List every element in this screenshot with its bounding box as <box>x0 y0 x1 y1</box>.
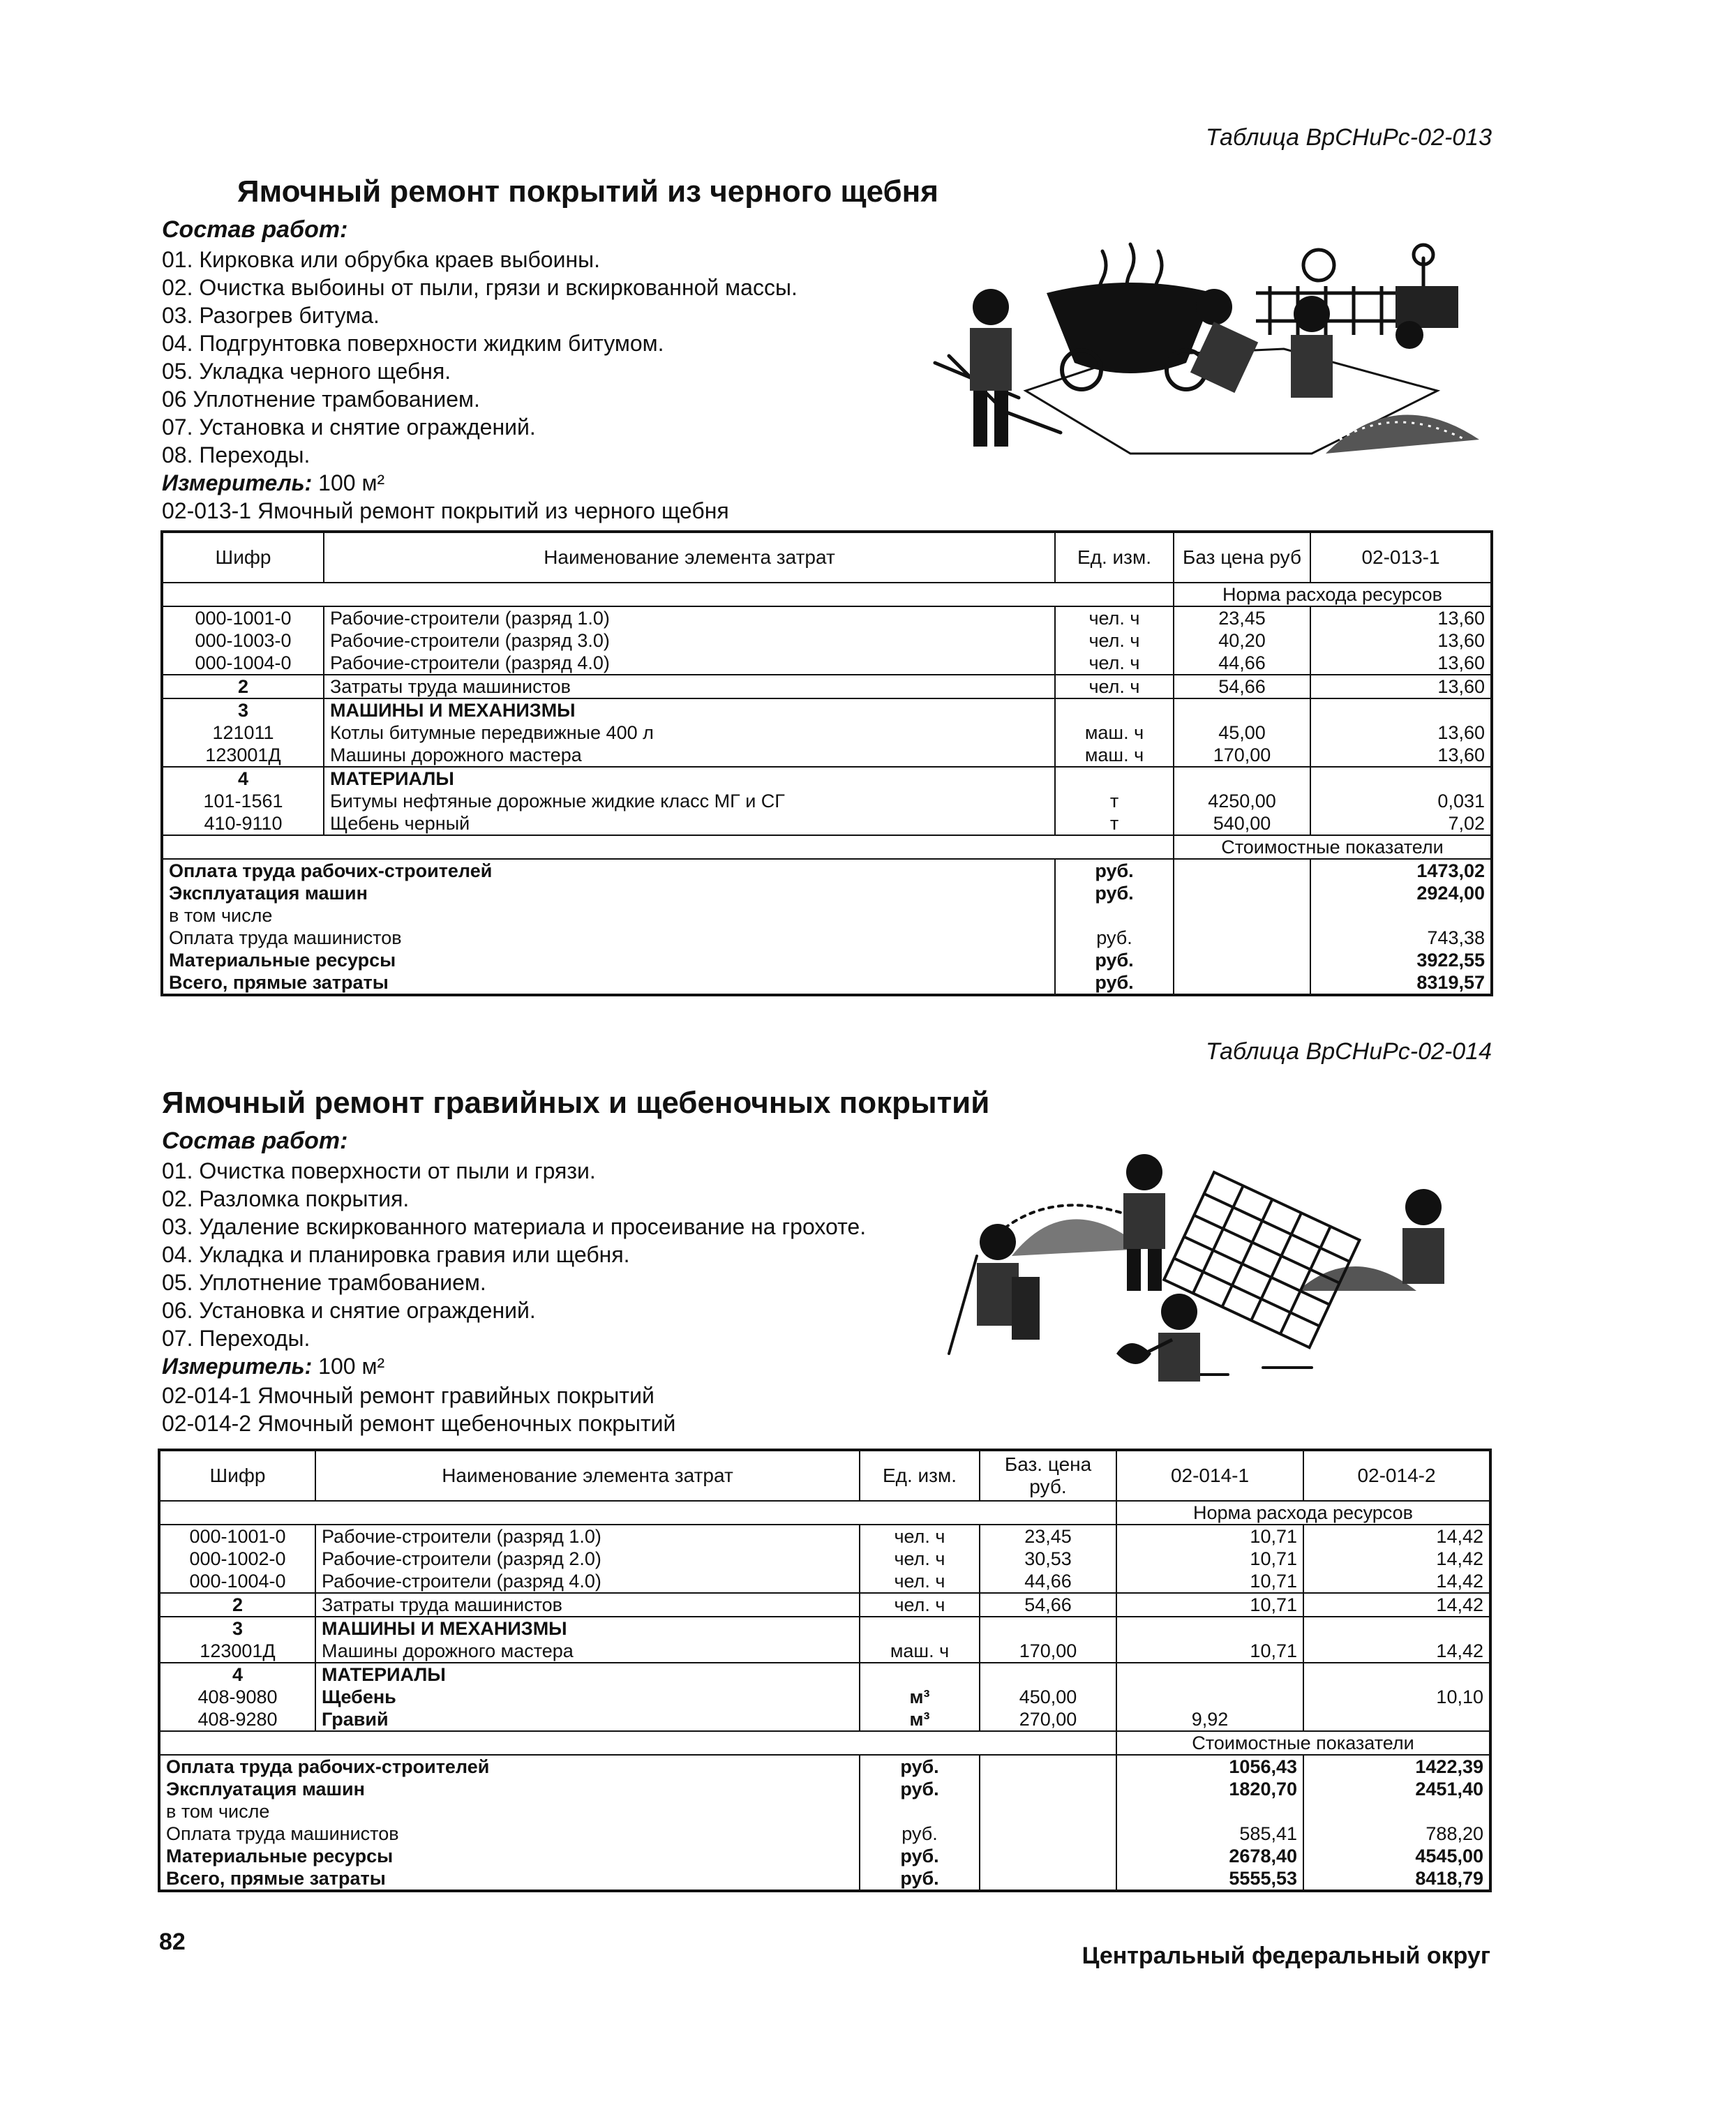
cell-name: Затраты труда машинистов <box>324 675 1055 698</box>
cost-unit: руб. <box>860 1823 980 1845</box>
code-item: 02-014-1 Ямочный ремонт гравийных покрытий <box>162 1383 654 1408</box>
road-workers-illustration <box>921 230 1493 488</box>
cell-name: Гравий <box>315 1708 860 1731</box>
table-row <box>162 767 1492 790</box>
cost-name: Оплата труда машинистов <box>169 927 402 948</box>
code-item: 02-013-1 Ямочный ремонт покрытий из черного щебня <box>162 498 729 523</box>
cell-unit: чел. ч <box>860 1525 980 1548</box>
col-price-header: Баз. цена руб. <box>980 1450 1116 1501</box>
cell-value: 13,60 <box>1310 606 1492 629</box>
cost-name: Всего, прямые затраты <box>169 972 389 993</box>
cell-code: 2 <box>159 1593 315 1617</box>
cell-price: 23,45 <box>980 1525 1116 1548</box>
cell-name: Рабочие-строители (разряд 4.0) <box>324 652 1055 675</box>
cell-price: 30,53 <box>980 1548 1116 1570</box>
cost-unit: руб. <box>1055 882 1174 904</box>
cell-name: МАШИНЫ И МЕХАНИЗМЫ <box>315 1617 860 1640</box>
cost-unit: руб. <box>860 1845 980 1867</box>
cell-code: 121011 <box>212 722 274 743</box>
table-row <box>162 606 1492 629</box>
cell-price: 54,66 <box>1174 675 1310 698</box>
measure-value: 100 м² <box>318 470 385 495</box>
table-row <box>162 744 1492 767</box>
cell-code: 123001Д <box>159 1640 315 1663</box>
cost-row <box>162 927 1492 949</box>
resource-table-2 <box>158 1449 1492 1892</box>
cell-value: 14,42 <box>1303 1593 1490 1617</box>
cost-name: Оплата труда машинистов <box>166 1823 399 1844</box>
cost-row <box>159 1823 1490 1845</box>
works-list <box>162 246 798 469</box>
code-item: 02-014-2 Ямочный ремонт щебеночных покрытий <box>162 1411 676 1436</box>
code-list <box>162 497 729 525</box>
works-list <box>162 1157 866 1352</box>
work-item: 05. Укладка черного щебня. <box>162 359 451 384</box>
cell-name: Машины дорожного мастера <box>315 1640 860 1663</box>
cell-code: 000-1004-0 <box>159 1570 315 1593</box>
cell-code: 3 <box>232 1618 244 1639</box>
cost-value: 8319,57 <box>1310 971 1492 995</box>
cell-code: 408-9080 <box>197 1686 278 1707</box>
table-caption: Таблица ВрСНиРс-02-014 <box>1205 1038 1492 1065</box>
table-row <box>159 1617 1490 1640</box>
table-caption: Таблица ВрСНиРс-02-013 <box>1205 124 1492 151</box>
cell-unit: чел. ч <box>1055 606 1174 629</box>
cell-code: 000-1003-0 <box>195 630 292 651</box>
cost-value: 2451,40 <box>1303 1778 1490 1800</box>
cell-name: Рабочие-строители (разряд 2.0) <box>315 1548 860 1570</box>
work-item: 02. Разломка покрытия. <box>162 1186 410 1211</box>
cost-unit: руб. <box>860 1755 980 1778</box>
cost-row <box>159 1755 1490 1778</box>
cell-value <box>1116 1686 1303 1708</box>
cell-price: 44,66 <box>980 1570 1116 1593</box>
cell-unit: чел. ч <box>1055 629 1174 652</box>
cost-row <box>159 1845 1490 1867</box>
work-item: 03. Разогрев битума. <box>162 303 380 328</box>
cell-price: 540,00 <box>1174 812 1310 835</box>
cell-price: 40,20 <box>1174 629 1310 652</box>
cell-code: 123001Д <box>162 744 324 767</box>
table-row <box>162 698 1492 721</box>
work-item: 02. Очистка выбоины от пыли, грязи и вскиркованной массы. <box>162 275 798 300</box>
work-item: 03. Удаление вскиркованного материала и просеивание на грохоте. <box>162 1214 867 1239</box>
cell-price: 4250,00 <box>1174 790 1310 812</box>
cell-name: Битумы нефтяные дорожные жидкие класс МГ и СГ <box>324 790 1055 812</box>
cell-price: 170,00 <box>1174 744 1310 767</box>
cost-name: Оплата труда рабочих-строителей <box>166 1756 490 1777</box>
norm-label-row <box>162 583 1492 606</box>
table-header-row <box>159 1450 1490 1501</box>
work-item: 01. Очистка поверхности от пыли и грязи. <box>162 1158 596 1183</box>
cost-unit: руб. <box>860 1778 980 1800</box>
cell-code: 4 <box>232 1664 244 1685</box>
cell-code: 4 <box>237 768 249 789</box>
work-item: 07. Установка и снятие ограждений. <box>162 414 536 440</box>
cost-name: Материальные ресурсы <box>166 1846 394 1866</box>
cost-label-row <box>162 835 1492 859</box>
cell-unit: чел. ч <box>860 1548 980 1570</box>
table-row <box>162 675 1492 698</box>
col-code-header: Шифр <box>159 1450 315 1501</box>
cell-value: 0,031 <box>1310 790 1492 812</box>
page-number: 82 <box>159 1929 186 1955</box>
table-row <box>159 1570 1490 1593</box>
cell-unit: чел. ч <box>860 1570 980 1593</box>
table-row <box>159 1686 1490 1708</box>
cell-value: 14,42 <box>1303 1570 1490 1593</box>
work-item: 04. Подгрунтовка поверхности жидким битумом. <box>162 331 664 356</box>
cost-unit: руб. <box>1055 859 1174 882</box>
measure <box>162 1354 384 1379</box>
cell-value: 10,71 <box>1116 1525 1303 1548</box>
cost-value: 1820,70 <box>1116 1778 1303 1800</box>
cell-value: 9,92 <box>1116 1708 1303 1731</box>
cell-unit: м³ <box>860 1686 980 1708</box>
cell-name: МАТЕРИАЛЫ <box>315 1663 860 1686</box>
cell-value: 13,60 <box>1310 721 1492 744</box>
cell-price: 23,45 <box>1174 606 1310 629</box>
cell-value: 13,60 <box>1310 629 1492 652</box>
work-item: 05. Уплотнение трамбованием. <box>162 1270 486 1295</box>
cell-name: Котлы битумные передвижные 400 л <box>324 721 1055 744</box>
cell-value: 10,71 <box>1116 1593 1303 1617</box>
measure-value: 100 м² <box>318 1354 385 1379</box>
cell-price: 270,00 <box>980 1708 1116 1731</box>
cell-code: 408-9280 <box>159 1708 315 1731</box>
works-label: Состав работ: <box>162 216 348 243</box>
cost-value: 2924,00 <box>1310 882 1492 904</box>
cost-value: 5555,53 <box>1116 1867 1303 1891</box>
col-unit-header: Ед. изм. <box>860 1450 980 1501</box>
code-list <box>162 1382 675 1437</box>
cost-value: 788,20 <box>1303 1823 1490 1845</box>
cost-row <box>162 859 1492 882</box>
cost-value: 8418,79 <box>1303 1867 1490 1891</box>
work-item: 06. Установка и снятие ограждений. <box>162 1298 536 1323</box>
col-code-header: Шифр <box>162 532 324 583</box>
cost-row <box>162 971 1492 995</box>
cost-value: 2678,40 <box>1116 1845 1303 1867</box>
work-item: 08. Переходы. <box>162 442 310 467</box>
cell-code: 000-1001-0 <box>189 1526 286 1547</box>
footer-region: Центральный федеральный округ <box>1082 1943 1490 1969</box>
cell-unit: маш. ч <box>860 1640 980 1663</box>
measure-label: Измеритель: <box>162 1354 313 1379</box>
cell-code: 000-1001-0 <box>195 608 292 629</box>
cell-unit: м³ <box>860 1708 980 1731</box>
norm-label-row <box>159 1501 1490 1525</box>
col-name-header: Наименование элемента затрат <box>324 532 1055 583</box>
measure <box>162 470 384 496</box>
cost-label: Стоимостные показатели <box>1116 1731 1490 1755</box>
table-row <box>162 629 1492 652</box>
cost-row <box>162 904 1492 927</box>
cell-unit: чел. ч <box>1055 675 1174 698</box>
cell-unit: маш. ч <box>1055 721 1174 744</box>
col-value-header: 02-013-1 <box>1310 532 1492 583</box>
table-row <box>159 1593 1490 1617</box>
cell-name: Затраты труда машинистов <box>315 1593 860 1617</box>
cost-unit: руб. <box>860 1867 980 1891</box>
cost-label: Стоимостные показатели <box>1174 835 1492 859</box>
cell-value: 7,02 <box>1310 812 1492 835</box>
section-title: Ямочный ремонт гравийных и щебеночных покрытий <box>162 1086 990 1120</box>
table-row <box>159 1663 1490 1686</box>
work-item: 01. Кирковка или обрубка краев выбоины. <box>162 247 601 272</box>
cost-name: Оплата труда рабочих-строителей <box>169 860 493 881</box>
table-row <box>162 812 1492 835</box>
table-row <box>159 1525 1490 1548</box>
cost-value: 585,41 <box>1116 1823 1303 1845</box>
cell-code: 3 <box>237 700 249 721</box>
norm-label: Норма расхода ресурсов <box>1116 1501 1490 1525</box>
cost-row <box>162 882 1492 904</box>
table-row <box>162 652 1492 675</box>
cell-name: Рабочие-строители (разряд 3.0) <box>324 629 1055 652</box>
cell-name: Машины дорожного мастера <box>324 744 1055 767</box>
cell-name: Щебень <box>315 1686 860 1708</box>
col-value2-header: 02-014-2 <box>1303 1450 1490 1501</box>
cell-value: 13,60 <box>1310 652 1492 675</box>
col-value1-header: 02-014-1 <box>1116 1450 1303 1501</box>
cost-name: Всего, прямые затраты <box>166 1868 386 1889</box>
section-title: Ямочный ремонт покрытий из черного щебня <box>237 174 938 209</box>
cost-row <box>162 949 1492 971</box>
cell-name: Рабочие-строители (разряд 1.0) <box>324 606 1055 629</box>
resource-table-1 <box>160 530 1493 996</box>
cell-code: 101-1561 <box>203 791 283 811</box>
cell-value: 10,71 <box>1116 1570 1303 1593</box>
cell-code: 000-1004-0 <box>162 652 324 675</box>
cost-value: 1422,39 <box>1303 1755 1490 1778</box>
norm-label: Норма расхода ресурсов <box>1174 583 1492 606</box>
cell-value: 14,42 <box>1303 1525 1490 1548</box>
cost-row <box>159 1867 1490 1891</box>
cell-name: МАТЕРИАЛЫ <box>324 767 1055 790</box>
cost-row <box>159 1778 1490 1800</box>
cell-price: 45,00 <box>1174 721 1310 744</box>
cell-unit: т <box>1055 790 1174 812</box>
table-header-row <box>162 532 1492 583</box>
cell-value: 14,42 <box>1303 1640 1490 1663</box>
col-name-header: Наименование элемента затрат <box>315 1450 860 1501</box>
cost-name: Материальные ресурсы <box>169 950 396 971</box>
works-label: Состав работ: <box>162 1128 348 1154</box>
cost-name: в том числе <box>169 905 273 926</box>
cost-unit: руб. <box>1055 971 1174 995</box>
cell-code: 000-1002-0 <box>189 1548 286 1569</box>
col-unit-header: Ед. изм. <box>1055 532 1174 583</box>
work-item: 07. Переходы. <box>162 1326 310 1351</box>
table-row <box>159 1548 1490 1570</box>
cost-unit: руб. <box>1055 949 1174 971</box>
cost-value: 1056,43 <box>1116 1755 1303 1778</box>
cell-value: 10,10 <box>1303 1686 1490 1708</box>
cell-value <box>1303 1708 1490 1731</box>
cost-value: 4545,00 <box>1303 1845 1490 1867</box>
cell-price: 170,00 <box>980 1640 1116 1663</box>
cell-name: Рабочие-строители (разряд 4.0) <box>315 1570 860 1593</box>
gravel-workers-illustration <box>935 1144 1493 1423</box>
table-row <box>159 1708 1490 1731</box>
cell-name: Щебень черный <box>324 812 1055 835</box>
cell-unit: чел. ч <box>860 1593 980 1617</box>
cost-value: 1473,02 <box>1310 859 1492 882</box>
cost-unit: руб. <box>1055 927 1174 949</box>
table-row <box>159 1640 1490 1663</box>
cell-value: 10,71 <box>1116 1640 1303 1663</box>
cell-name: МАШИНЫ И МЕХАНИЗМЫ <box>324 698 1055 721</box>
cell-price: 54,66 <box>980 1593 1116 1617</box>
table-row <box>162 721 1492 744</box>
cell-unit: чел. ч <box>1055 652 1174 675</box>
measure-label: Измеритель: <box>162 470 313 495</box>
cell-price: 44,66 <box>1174 652 1310 675</box>
cell-unit: т <box>1055 812 1174 835</box>
cost-name: в том числе <box>166 1801 270 1822</box>
cost-name: Эксплуатация машин <box>166 1779 365 1800</box>
cell-name: Рабочие-строители (разряд 1.0) <box>315 1525 860 1548</box>
cost-row <box>159 1800 1490 1823</box>
col-price-header: Баз цена руб <box>1174 532 1310 583</box>
cell-code: 410-9110 <box>162 812 324 835</box>
cell-price: 450,00 <box>980 1686 1116 1708</box>
cell-value: 13,60 <box>1310 744 1492 767</box>
work-item: 06 Уплотнение трамбованием. <box>162 387 480 412</box>
cost-label-row <box>159 1731 1490 1755</box>
cost-value: 743,38 <box>1310 927 1492 949</box>
work-item: 04. Укладка и планировка гравия или щебня. <box>162 1242 630 1267</box>
cell-code: 2 <box>162 675 324 698</box>
cost-name: Эксплуатация машин <box>169 883 368 904</box>
cell-value: 10,71 <box>1116 1548 1303 1570</box>
cell-value: 13,60 <box>1310 675 1492 698</box>
cell-value: 14,42 <box>1303 1548 1490 1570</box>
cell-unit: маш. ч <box>1055 744 1174 767</box>
table-row <box>162 790 1492 812</box>
cost-value: 3922,55 <box>1310 949 1492 971</box>
